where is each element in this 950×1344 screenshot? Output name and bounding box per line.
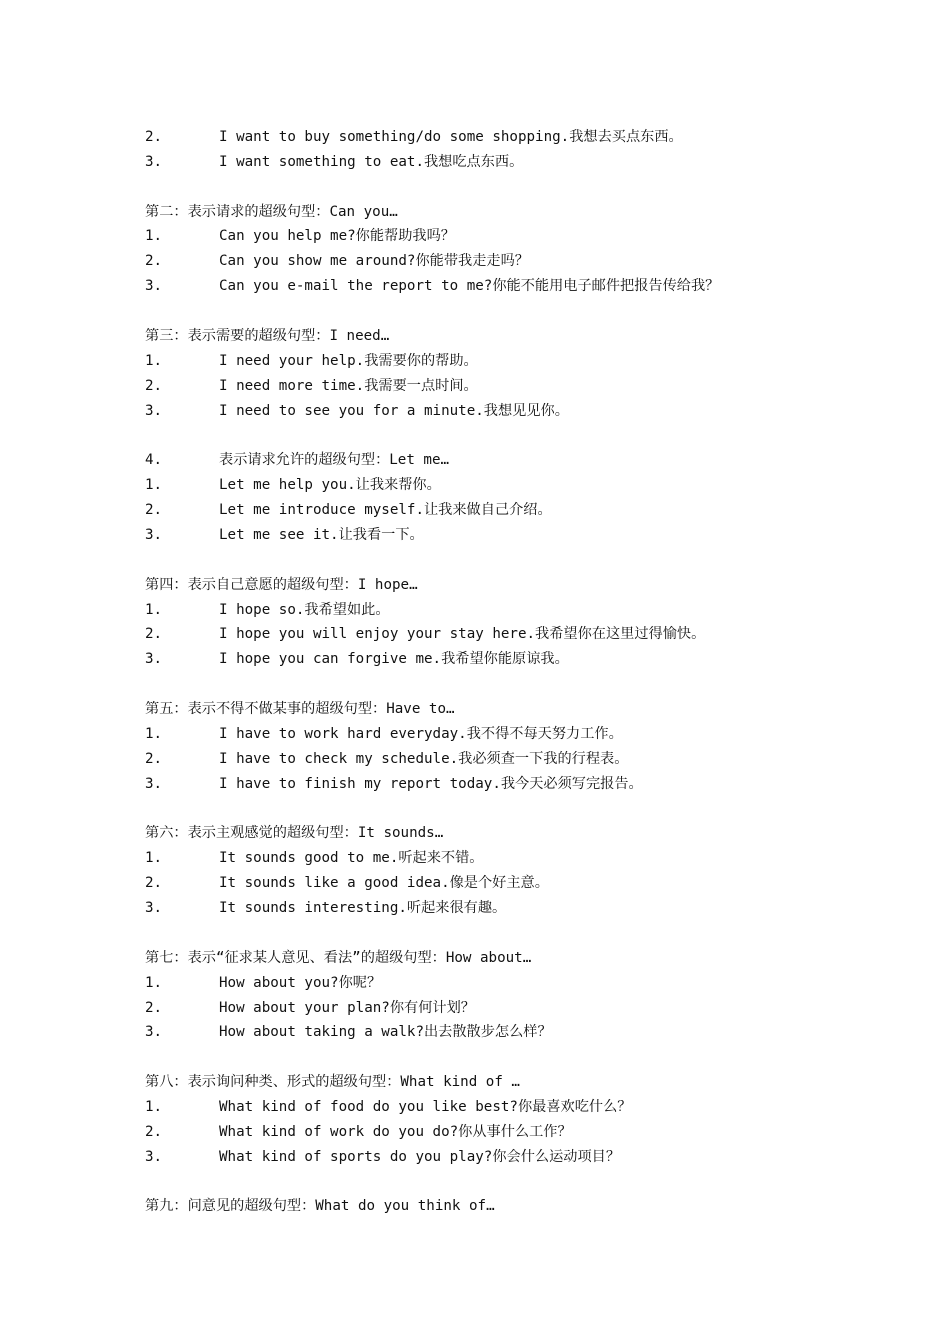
section-heading: 第六：表示主观感觉的超级句型：It sounds… bbox=[145, 825, 444, 842]
list-item bbox=[145, 349, 845, 374]
list-item bbox=[145, 274, 845, 299]
list-item-text: How about taking a walk?出去散散步怎么样？ bbox=[219, 1024, 552, 1041]
list-item-text: How about you?你呢？ bbox=[219, 974, 382, 991]
list-item-text: Can you show me around?你能带我走走吗？ bbox=[219, 253, 529, 270]
list-item-number: 2. bbox=[145, 377, 163, 394]
list-item bbox=[145, 846, 845, 871]
list-item-number: 2. bbox=[145, 626, 163, 643]
section bbox=[145, 200, 845, 300]
list-item-number: 1. bbox=[145, 477, 163, 494]
section bbox=[145, 573, 845, 673]
list-item bbox=[145, 772, 845, 797]
list-item bbox=[145, 896, 845, 921]
list-item-number: 2. bbox=[145, 502, 163, 519]
list-item-text: I want to buy something/do some shopping.我想去买点东西。 bbox=[219, 129, 683, 145]
list-item bbox=[145, 473, 845, 498]
section-heading: 第二：表示请求的超级句型：Can you… bbox=[145, 203, 398, 220]
list-item bbox=[145, 1095, 845, 1120]
list-item-number: 1. bbox=[145, 850, 163, 867]
section-heading: 第九：问意见的超级句型：What do you think of… bbox=[145, 1198, 495, 1215]
section-heading: 第三：表示需要的超级句型：I need… bbox=[145, 327, 390, 344]
list-item bbox=[145, 1120, 845, 1145]
list-item-text: How about your plan?你有何计划？ bbox=[219, 999, 475, 1016]
list-item bbox=[145, 523, 845, 548]
list-item bbox=[145, 150, 845, 175]
list-item-text: What kind of sports do you play?你会什么运动项目？ bbox=[219, 1148, 621, 1165]
list-item-text: Can you e-mail the report to me?你能不能用电子邮件把报告传给我？ bbox=[219, 278, 720, 295]
section-heading: 第四：表示自己意愿的超级句型：I hope… bbox=[145, 576, 418, 593]
section bbox=[145, 1070, 845, 1170]
list-item-text: I have to check my schedule.我必须查一下我的行程表。 bbox=[219, 750, 629, 767]
list-item-text: It sounds interesting.听起来很有趣。 bbox=[219, 900, 507, 917]
section-heading: 第八：表示询问种类、形式的超级句型：What kind of … bbox=[145, 1074, 520, 1091]
list-item-text: Can you help me?你能帮助我吗？ bbox=[219, 228, 455, 245]
section bbox=[145, 946, 845, 1046]
list-item-number: 3. bbox=[145, 1024, 163, 1041]
list-item-number: 3. bbox=[145, 651, 163, 668]
list-item bbox=[145, 399, 845, 424]
section bbox=[145, 821, 845, 921]
list-item-number: 3. bbox=[145, 526, 163, 543]
list-item-number: 2. bbox=[145, 999, 163, 1016]
section bbox=[145, 324, 845, 424]
list-item-text: What kind of work do you do?你从事什么工作？ bbox=[219, 1123, 572, 1140]
list-item-text: I hope you will enjoy your stay here.我希望你在这里过得愉快。 bbox=[219, 626, 706, 643]
list-item-text: Let me introduce myself.让我来做自己介绍。 bbox=[219, 502, 552, 519]
list-item-number: 3. bbox=[145, 775, 163, 792]
list-item-number: 1. bbox=[145, 974, 163, 991]
list-item-text: I hope so.我希望如此。 bbox=[219, 601, 390, 618]
list-item-text: Let me help you.让我来帮你。 bbox=[219, 477, 441, 494]
list-item bbox=[145, 1145, 845, 1170]
list-item-text: It sounds like a good idea.像是个好主意。 bbox=[219, 875, 549, 892]
list-item-number: 1. bbox=[145, 725, 163, 742]
list-item-text: I have to work hard everyday.我不得不每天努力工作。 bbox=[219, 725, 623, 742]
section-heading: 第七：表示“征求某人意见、看法”的超级句型：How about… bbox=[145, 949, 532, 966]
list-item-number: 3. bbox=[145, 402, 163, 419]
list-item bbox=[145, 871, 845, 896]
list-item-number: 3. bbox=[145, 278, 163, 295]
list-item bbox=[145, 249, 845, 274]
list-item-text: I need more time.我需要一点时间。 bbox=[219, 377, 478, 394]
list-item bbox=[145, 996, 845, 1021]
list-item-text: I want something to eat.我想吃点东西。 bbox=[219, 153, 524, 170]
list-item-number: 2. bbox=[145, 129, 163, 145]
list-item-number: 3. bbox=[145, 1148, 163, 1165]
list-item bbox=[145, 224, 845, 249]
list-item-number: 2. bbox=[145, 1123, 163, 1140]
list-item-number: 3. bbox=[145, 153, 163, 170]
list-item bbox=[145, 622, 845, 647]
section bbox=[145, 448, 845, 548]
document-page bbox=[145, 125, 845, 1219]
section bbox=[145, 1194, 845, 1219]
section bbox=[145, 125, 845, 175]
list-item-text: I need your help.我需要你的帮助。 bbox=[219, 352, 478, 369]
list-item-number: 2. bbox=[145, 875, 163, 892]
list-item-text: Let me see it.让我看一下。 bbox=[219, 526, 424, 543]
list-item-text: I hope you can forgive me.我希望你能原谅我。 bbox=[219, 651, 569, 668]
list-item-number: 2. bbox=[145, 750, 163, 767]
list-item bbox=[145, 747, 845, 772]
list-item bbox=[145, 598, 845, 623]
section-heading: 第五：表示不得不做某事的超级句型：Have to… bbox=[145, 701, 455, 718]
list-item-text: What kind of food do you like best?你最喜欢吃什么？ bbox=[219, 1098, 632, 1115]
list-item-text: I need to see you for a minute.我想见见你。 bbox=[219, 402, 569, 419]
list-item bbox=[145, 498, 845, 523]
list-item bbox=[145, 448, 845, 473]
list-item bbox=[145, 647, 845, 672]
list-item bbox=[145, 125, 845, 150]
list-item-number: 1. bbox=[145, 228, 163, 245]
list-item-number: 1. bbox=[145, 1098, 163, 1115]
list-item bbox=[145, 1020, 845, 1045]
list-item-number: 3. bbox=[145, 900, 163, 917]
list-item bbox=[145, 374, 845, 399]
list-item-number: 1. bbox=[145, 601, 163, 618]
section bbox=[145, 697, 845, 797]
list-item-number: 1. bbox=[145, 352, 163, 369]
list-item bbox=[145, 971, 845, 996]
list-item-text: It sounds good to me.听起来不错。 bbox=[219, 850, 484, 867]
list-item-number: 4. bbox=[145, 452, 163, 469]
list-item-text: I have to finish my report today.我今天必须写完报告。 bbox=[219, 775, 643, 792]
list-item-number: 2. bbox=[145, 253, 163, 270]
list-item-text: 表示请求允许的超级句型：Let me… bbox=[219, 452, 450, 469]
list-item bbox=[145, 722, 845, 747]
